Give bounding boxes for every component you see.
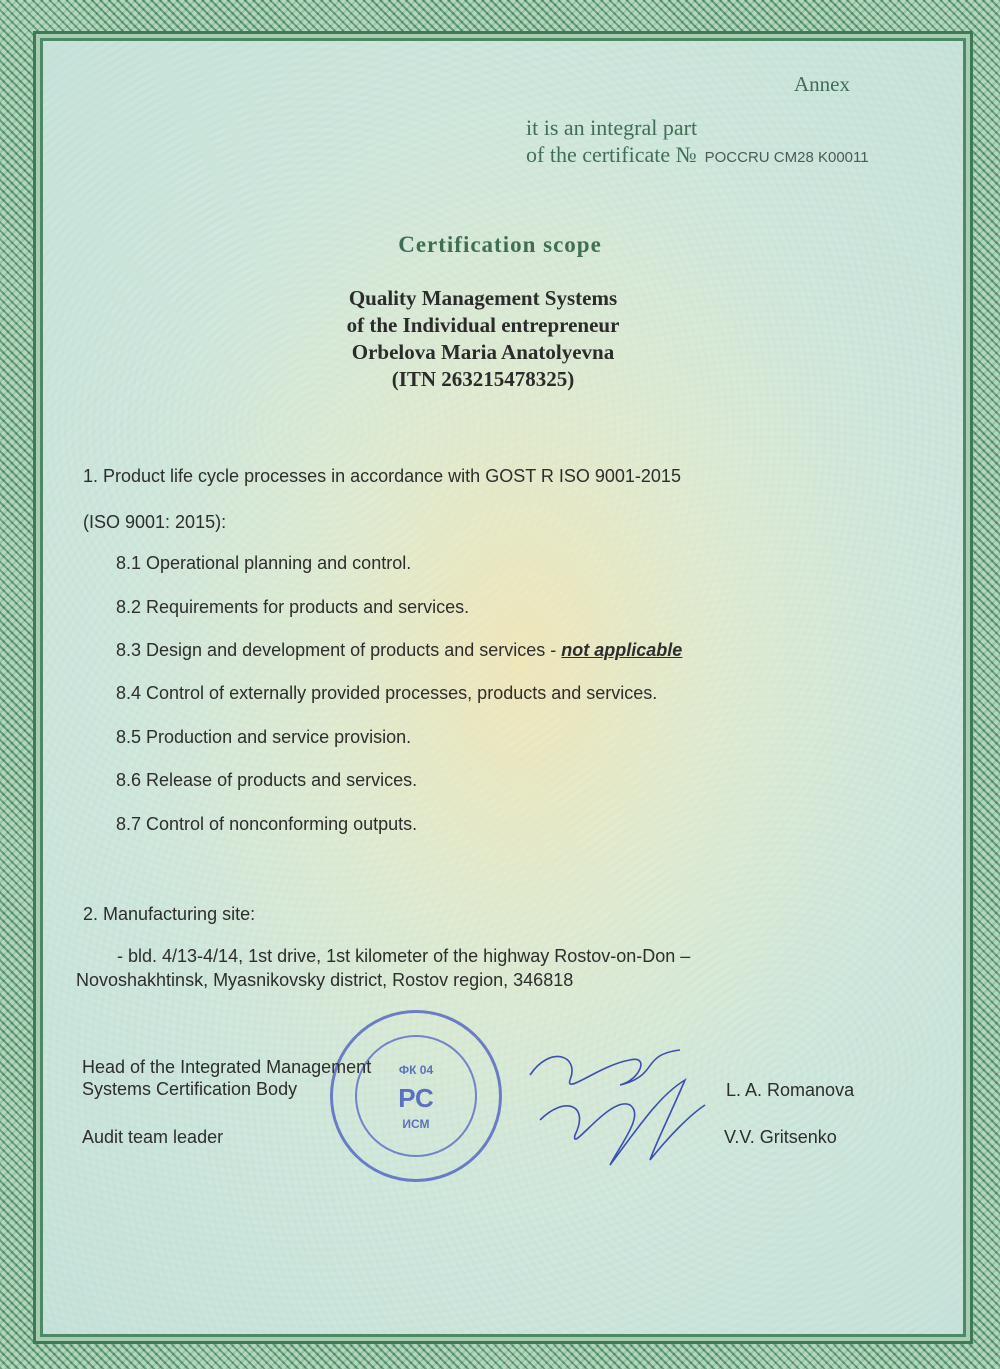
address-line-1: - bld. 4/13-4/14, 1st drive, 1st kilometer of the highway Rostov-on-Don – bbox=[117, 946, 691, 966]
seal-logo: РС bbox=[398, 1083, 434, 1113]
address-line-2: Novoshakhtinsk, Myasnikovsky district, Rostov region, 346818 bbox=[76, 970, 574, 990]
scope-item-8-5: 8.5 Production and service provision. bbox=[116, 727, 412, 747]
seal-code: ФК 04 bbox=[398, 1063, 434, 1077]
scope-item-8-1: 8.1 Operational planning and control. bbox=[116, 553, 412, 573]
annex-label: Annex bbox=[794, 72, 850, 96]
handwritten-signatures bbox=[520, 1035, 720, 1185]
org-line-4: (ITN 263215478325) bbox=[391, 367, 575, 391]
auditor-label: Audit team leader bbox=[82, 1127, 224, 1147]
org-line-2: of the Individual entrepreneur bbox=[346, 313, 620, 337]
scope-item-8-3 bbox=[116, 640, 682, 661]
section1-heading-cont: (ISO 9001: 2015): bbox=[83, 512, 227, 532]
head-label-line-2: Systems Certification Body bbox=[82, 1079, 298, 1099]
head-name: L. A. Romanova bbox=[726, 1080, 855, 1100]
page-title: Certification scope bbox=[398, 232, 602, 257]
scope-item-8-6: 8.6 Release of products and services. bbox=[116, 770, 418, 790]
not-applicable-mark: not applicable bbox=[561, 640, 683, 660]
auditor-name: V.V. Gritsenko bbox=[724, 1127, 837, 1147]
seal-ism: ИСМ bbox=[402, 1117, 430, 1131]
official-seal bbox=[330, 1010, 502, 1182]
certificate-number: POCCRU CM28 K00011 bbox=[704, 149, 869, 166]
certificate-reference bbox=[526, 142, 869, 168]
org-line-3: Orbelova Maria Anatolyevna bbox=[351, 340, 615, 364]
certificate-line-label: of the certificate № bbox=[526, 142, 697, 167]
scope-item-8-4: 8.4 Control of externally provided processes, products and services. bbox=[116, 683, 658, 703]
scope-item-8-2: 8.2 Requirements for products and services. bbox=[116, 597, 470, 617]
head-label-line-1: Head of the Integrated Management bbox=[82, 1057, 372, 1077]
org-line-1: Quality Management Systems bbox=[348, 286, 618, 310]
section2-heading: 2. Manufacturing site: bbox=[83, 904, 256, 924]
scope-item-8-7: 8.7 Control of nonconforming outputs. bbox=[116, 814, 418, 834]
section1-heading: 1. Product life cycle processes in accordance with GOST R ISO 9001-2015 bbox=[83, 466, 681, 486]
scope-item-8-3-text: 8.3 Design and development of products and services - bbox=[116, 640, 562, 660]
integral-part-line: it is an integral part bbox=[526, 115, 698, 140]
